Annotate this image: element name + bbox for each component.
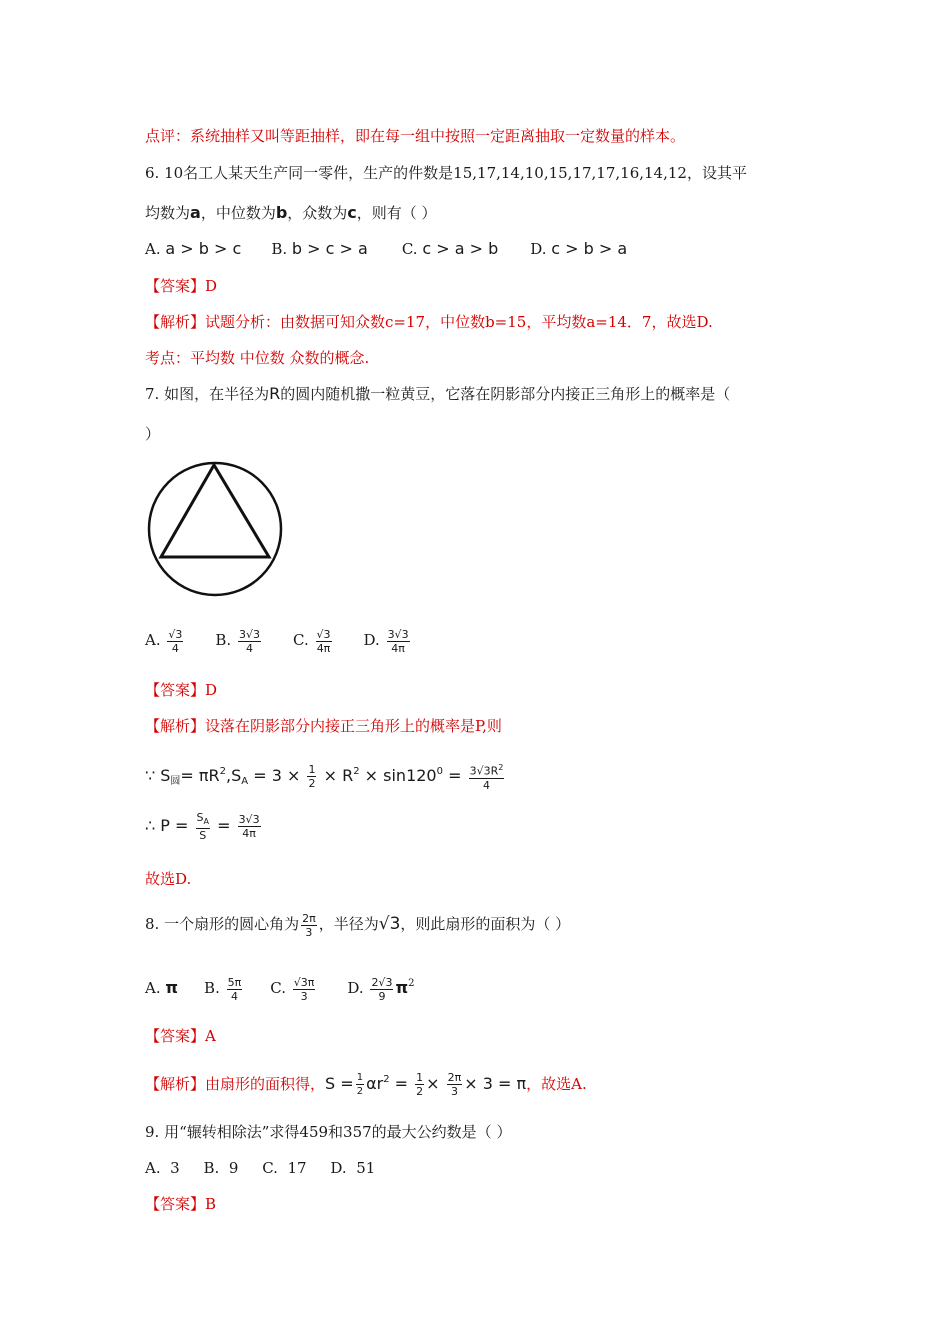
q8-analysis: 【解析】由扇形的面积得，S = $\frac{1}{2}$ $\alpha r^2$ = $\frac{1}{2}$ × $\frac{2\pi}{3}$ × 3 = π，故选A.	[145, 1071, 587, 1098]
q6-stem-part: ，中位数为	[200, 204, 276, 222]
q7-answer	[145, 680, 217, 700]
q9-answer	[145, 1194, 216, 1214]
fraction-half: $\frac{1}{2}$	[308, 763, 316, 790]
q7-stem-line2: ）	[145, 425, 161, 443]
q7-analysis	[145, 716, 502, 736]
q6-key-point: 考点：平均数 中位数 众数的概念.	[145, 349, 370, 367]
q6-stem-part: ，则有（ ）	[356, 204, 437, 222]
q6-stem-line2	[145, 203, 437, 223]
q8-option-c: $\frac{√3\pi}{3}$	[293, 975, 315, 1003]
q6-stem-part: ，众数为	[287, 204, 348, 222]
answer-value: A	[205, 1027, 216, 1045]
inscribed-triangle	[161, 465, 269, 557]
q7-options	[145, 620, 440, 660]
answer-tag: 【答案】	[145, 277, 206, 295]
circle-triangle-figure	[146, 461, 286, 599]
q6-option-d: c > b > a	[551, 239, 628, 258]
q8-stem: 8. 一个扇形的圆心角为 $\frac{2\pi}{3}$ ，半径为√3，则此扇形的面积为（ ）	[145, 911, 571, 939]
q7-option-d-label: D.	[363, 631, 380, 649]
q8-options: A. π B. $\frac{5\pi}{4}$ C. $\frac{√3\pi}{3}$ D. $\frac{2√3}{9}$ $\pi^2$	[145, 975, 415, 1003]
analysis-text: 试题分析：由数据可知众数c=17，中位数b=15，平均数a=14．7，故选D.	[205, 313, 713, 331]
q6-option-c: c > a > b	[422, 239, 499, 258]
q7-option-a-label: A.	[145, 631, 161, 649]
q7-option-a: $\frac{√3}{4}$	[168, 627, 183, 655]
analysis-text: 设落在阴影部分内接正三角形上的概率是P,则	[205, 717, 502, 735]
q6-var-b: b	[275, 203, 288, 222]
fraction-sa-s: $\frac{S_A}{S}$	[196, 810, 209, 843]
q7-option-d: $\frac{3√3}{4\pi}$	[387, 627, 409, 655]
q8-area-formula: S = $\frac{1}{2}$ $\alpha r^2$ = $\frac{1}{2}$ × $\frac{2\pi}{3}$ × 3 = π	[325, 1071, 527, 1098]
q6-analysis	[145, 312, 713, 332]
q6-answer	[145, 276, 217, 296]
q7-stem-line1	[145, 384, 730, 404]
answer-tag: 【答案】	[145, 681, 206, 699]
q8-answer	[145, 1026, 216, 1046]
q7-option-b: $\frac{3√3}{4}$	[238, 627, 260, 655]
q6-option-c-label: C.	[401, 240, 418, 258]
q7-conclusion: 故选D.	[145, 870, 192, 888]
q7-var-r: R	[269, 384, 281, 403]
q7-option-c-label: C.	[293, 631, 309, 649]
answer-value: D	[205, 277, 218, 295]
q6-options	[145, 239, 655, 259]
q8-option-a: π	[165, 978, 179, 997]
q9-stem: 9. 用“辗转相除法”求得459和357的最大公约数是（ ）	[145, 1123, 512, 1141]
q6-option-b-label: B.	[271, 240, 288, 258]
q6-var-a: a	[190, 203, 201, 222]
q6-option-a: a > b > c	[165, 239, 242, 258]
circle-shape	[149, 463, 281, 595]
analysis-tag: 【解析】	[145, 717, 206, 735]
q9-options: A. 3 B. 9 C. 17 D. 51	[145, 1159, 376, 1177]
fraction-probability: $\frac{3√3}{4\pi}$	[238, 813, 260, 840]
q7-stem-part: 的圆内随机撒一粒黄豆，它落在阴影部分内接正三角形上的概率是（	[280, 385, 731, 403]
q8-angle-fraction: $\frac{2\pi}{3}$	[302, 911, 316, 939]
answer-value: B	[205, 1195, 217, 1213]
fraction-result: $\frac{3√3R^2}{4}$	[469, 763, 504, 792]
q6-stem-part: 均数为	[145, 204, 191, 222]
answer-tag: 【答案】	[145, 1195, 206, 1213]
answer-value: D	[205, 681, 218, 699]
q8-option-b: $\frac{5\pi}{4}$	[227, 975, 242, 1003]
q7-equation-2: ∴ P = $\frac{S_A}{S}$ = $\frac{3√3}{4\pi}$	[145, 810, 260, 843]
q8-radius: √3	[378, 914, 401, 934]
q7-equation-1: ∵ $S_圆= \pi R^2,S_A = 3$ × $\frac{1}{2}$ × $R^2 \times \sin 120^0$ = $\frac{3√3R^2}{4}$	[145, 763, 504, 792]
q7-option-b-label: B.	[215, 631, 232, 649]
q6-option-b: b > c > a	[291, 239, 368, 258]
q6-option-a-label: A.	[145, 240, 161, 258]
review-note: 点评：系统抽样又叫等距抽样，即在每一组中按照一定距离抽取一定数量的样本。	[145, 127, 686, 145]
answer-tag: 【答案】	[145, 1027, 206, 1045]
q7-stem-part: 7. 如图，在半径为	[145, 385, 270, 403]
q7-option-c: $\frac{√3}{4\pi}$	[316, 627, 331, 655]
analysis-tag: 【解析】	[145, 313, 206, 331]
q6-option-d-label: D.	[530, 240, 547, 258]
q6-var-c: c	[347, 203, 357, 222]
q6-stem-line1: 6. 10名工人某天生产同一零件，生产的件数是15,17,14,10,15,17,17,16,14,12，设其平	[145, 164, 747, 182]
q8-option-d: $\frac{2√3}{9}$	[371, 975, 393, 1003]
